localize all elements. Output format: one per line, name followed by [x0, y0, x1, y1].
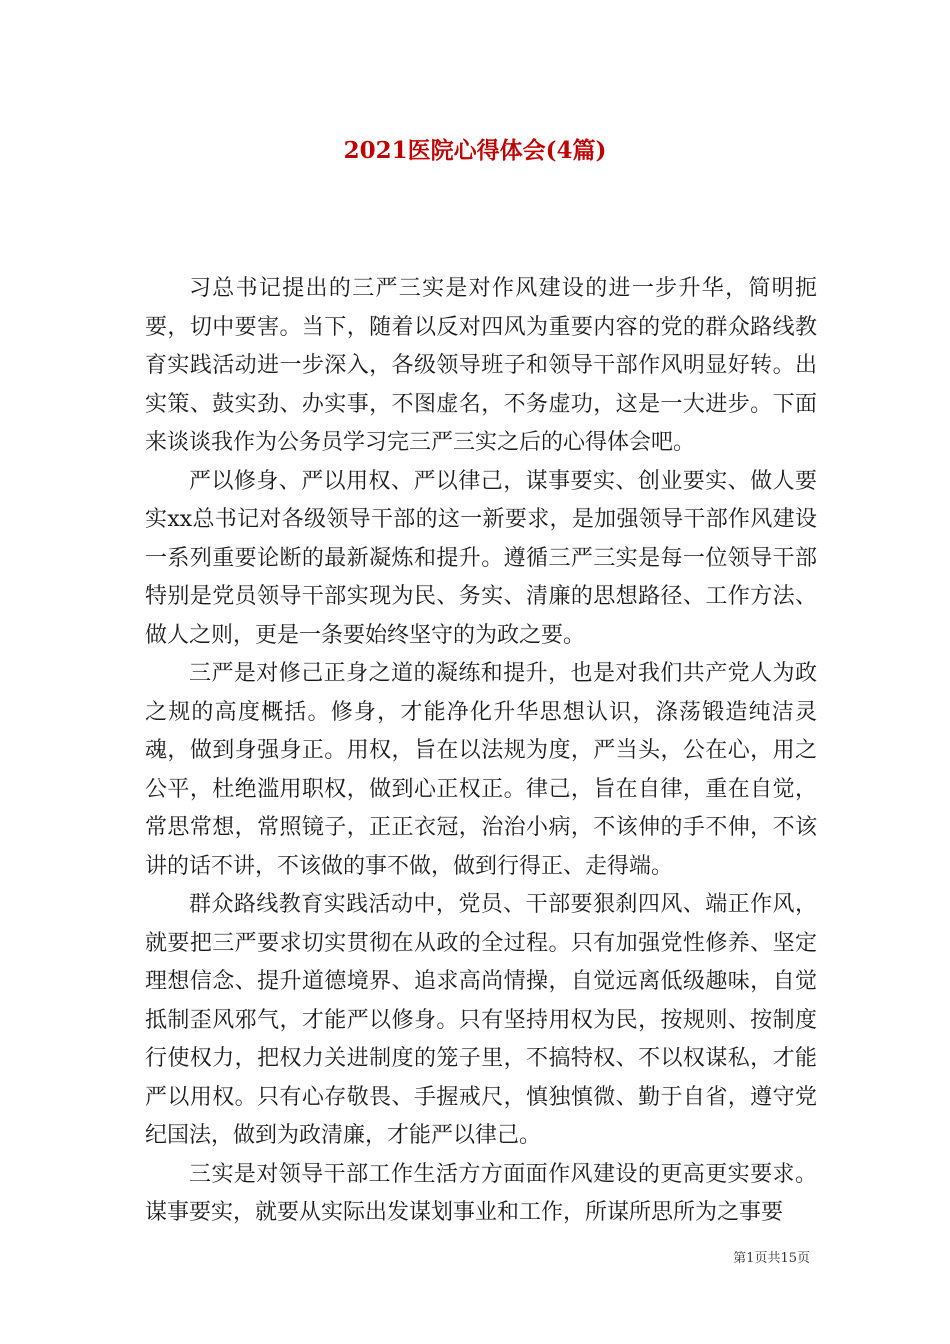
paragraph-2: 严以修身、严以用权、严以律己，谋事要实、创业要实、做人要实xx总书记对各级领导干部的这一新要求，是加强领导干部作风建设一系列重要论断的最新凝炼和提升。遵循三严三实是每一位领导干部特别是党员领导干部实现为民、务实、清廉的思想路径、工作方法、做人之则，更是一条要始终坚守的为政之要。	[145, 468, 817, 648]
paragraph-3: 三严是对修己正身之道的凝练和提升，也是对我们共产党人为政之规的高度概括。修身，才能净化升华思想认识，涤荡锻造纯洁灵魂，做到身强身正。用权，旨在以法规为度，严当头，公在心，用之公平，杜绝滥用职权，做到心正权正。律己，旨在自律，重在自觉，常思常想，常照镜子，正正衣冠，治治小病，不该伸的手不伸，不该讲的话不讲，不该做的事不做，做到行得正、走得端。	[145, 661, 817, 879]
paragraph-5: 三实是对领导干部工作生活方方面面作风建设的更高更实要求。谋事要实，就要从实际出发谋划事业和工作，所谋所思所为之事要	[145, 1161, 817, 1225]
document-title: 2021医院心得体会(4篇)	[343, 137, 607, 164]
paragraph-1: 习总书记提出的三严三实是对作风建设的进一步升华，简明扼要，切中要害。当下，随着以反对四风为重要内容的党的群众路线教育实践活动进一步深入，各级领导班子和领导干部作风明显好转。出实策、鼓实劲、办实事，不图虚名，不务虚功，这是一大进步。下面来谈谈我作为公务员学习完三严三实之后的心得体会吧。	[145, 276, 817, 455]
document-body	[145, 270, 817, 1233]
page-number-footer: 第1页共15页	[733, 1251, 810, 1266]
paragraph-4: 群众路线教育实践活动中，党员、干部要狠刹四风、端正作风，就要把三严要求切实贯彻在从政的全过程。只有加强党性修养、坚定理想信念、提升道德境界、追求高尚情操，自觉远离低级趣味，自觉抵制歪风邪气，才能严以修身。只有坚持用权为民，按规则、按制度行使权力，把权力关进制度的笼子里，不搞特权、不以权谋私，才能严以用权。只有心存敬畏、手握戒尺，慎独慎微、勤于自省，遵守党纪国法，做到为政清廉，才能严以律己。	[145, 892, 817, 1148]
